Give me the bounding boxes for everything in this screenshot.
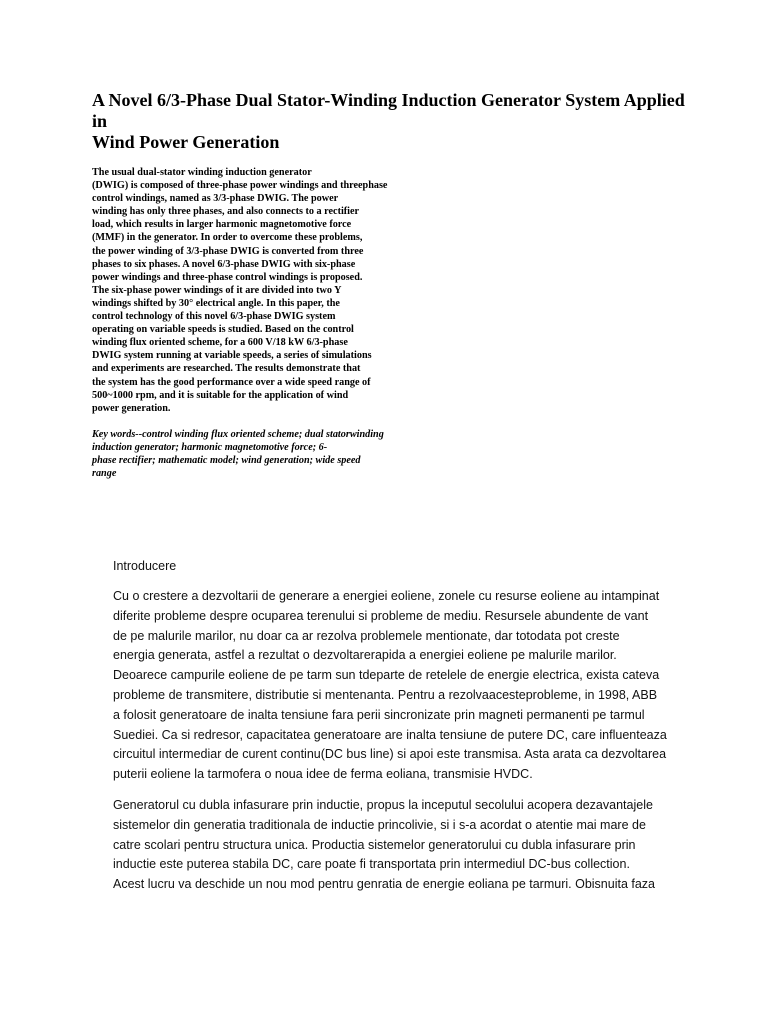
- paragraph-line: diferite probleme despre ocuparea terenului si probleme de mediu. Resursele abundente de vant: [113, 608, 649, 623]
- paragraph-line: circuitul intermediar de curent continu(DC bus line) si apoi este transmisa. Asta arata ca dezvoltarea: [113, 747, 667, 762]
- abstract-line: load, which results in larger harmonic magnetomotive force: [92, 219, 352, 231]
- paragraph-line: Suediei. Ca si redresor, capacitatea generatoare are inalta tensiune de putere DC, care influenteaza: [113, 727, 667, 742]
- keywords: [92, 428, 437, 480]
- abstract-line: winding flux oriented scheme, for a 600 V/18 kW 6/3-phase: [92, 337, 348, 349]
- paragraph-line: de pe malurile marilor, nu doar ca ar rezolva problemele mentionate, dar totodata pot creste: [113, 628, 620, 643]
- abstract-line: 500~1000 rpm, and it is suitable for the application of wind: [92, 389, 349, 401]
- abstract: [92, 166, 437, 415]
- paragraph-line: puterii eoliene la tarmofera o noua idee de ferma eoliana, transmisie HVDC.: [113, 767, 533, 782]
- abstract-line: control windings, named as 3/3-phase DWIG. The power: [92, 193, 339, 205]
- keywords-line: induction generator; harmonic magnetomotive force; 6-: [92, 442, 328, 454]
- paragraph-line: sistemelor din generatia traditionala de inductie princolivie, si i s-a acordat o atentie mai mare de: [113, 817, 646, 832]
- intro-paragraph-2: [113, 796, 683, 895]
- abstract-line: operating on variable speeds is studied. Based on the control: [92, 324, 354, 336]
- paragraph-line: probleme de transmitere, distributie si mentenanta. Pentru a rezolvaacesteprobleme, in 1998, ABB: [113, 687, 658, 702]
- abstract-line: windings shifted by 30° electrical angle. In this paper, the: [92, 297, 340, 309]
- paragraph-line: Generatorul cu dubla infasurare prin inductie, propus la inceputul secolului acopera dezavantajele: [113, 798, 653, 812]
- abstract-line: the power winding of 3/3-phase DWIG is converted from three: [92, 245, 364, 257]
- title-line: Wind Power Generation: [92, 132, 280, 152]
- abstract-line: DWIG system running at variable speeds, a series of simulations: [92, 350, 372, 362]
- keywords-line: phase rectifier; mathematic model; wind generation; wide speed: [92, 455, 361, 467]
- abstract-line: (MMF) in the generator. In order to overcome these problems,: [92, 232, 363, 244]
- abstract-line: power windings and three-phase control windings is proposed.: [92, 271, 363, 283]
- paper-title: [92, 90, 692, 153]
- intro-paragraph-1: [113, 587, 683, 785]
- abstract-line: the system has the good performance over a wide speed range of: [92, 376, 371, 388]
- abstract-line: The six-phase power windings of it are divided into two Y: [92, 284, 342, 296]
- abstract-line: and experiments are researched. The results demonstrate that: [92, 363, 361, 375]
- abstract-line: phases to six phases. A novel 6/3-phase DWIG with six-phase: [92, 258, 356, 270]
- keywords-line: Key words--control winding flux oriented scheme; dual statorwinding: [92, 429, 384, 440]
- title-line: A Novel 6/3-Phase Dual Stator-Winding Induction Generator System Applied: [92, 90, 685, 110]
- paragraph-line: energia generata, astfel a rezultat o dezvoltarerapida a energiei eoliene pe malurile marilor.: [113, 648, 617, 663]
- abstract-line: control technology of this novel 6/3-phase DWIG system: [92, 311, 336, 323]
- section-heading: Introducere: [113, 559, 177, 573]
- paragraph-line: inductie este puterea stabila DC, care poate fi transportata prin intermediul DC-bus collection.: [113, 857, 630, 872]
- abstract-line: winding has only three phases, and also connects to a rectifier: [92, 206, 360, 218]
- abstract-line: power generation.: [92, 402, 171, 414]
- abstract-line: (DWIG) is composed of three-phase power windings and threephase: [92, 180, 388, 192]
- keywords-line: range: [92, 468, 117, 480]
- paragraph-line: a folosit generatoare de inalta tensiune fara perii sincronizate prin magneti permanenti pe tarmul: [113, 707, 645, 722]
- title-line: in: [92, 111, 108, 131]
- abstract-line: The usual dual-stator winding induction generator: [92, 167, 312, 178]
- paragraph-line: Cu o crestere a dezvoltarii de generare a energiei eoliene, zonele cu resurse eoliene au intampinat: [113, 589, 660, 603]
- paragraph-line: Deoarece campurile eoliene de pe tarm sun tdeparte de retelele de energie electrica, exista cateva: [113, 668, 660, 683]
- paragraph-line: Acest lucru va deschide un nou mod pentru genratia de energie eoliana pe tarmuri. Obisnuita faza: [113, 877, 655, 892]
- paragraph-line: catre scolari pentru structura unica. Productia sistemelor generatorului cu dubla infasurare prin: [113, 837, 636, 852]
